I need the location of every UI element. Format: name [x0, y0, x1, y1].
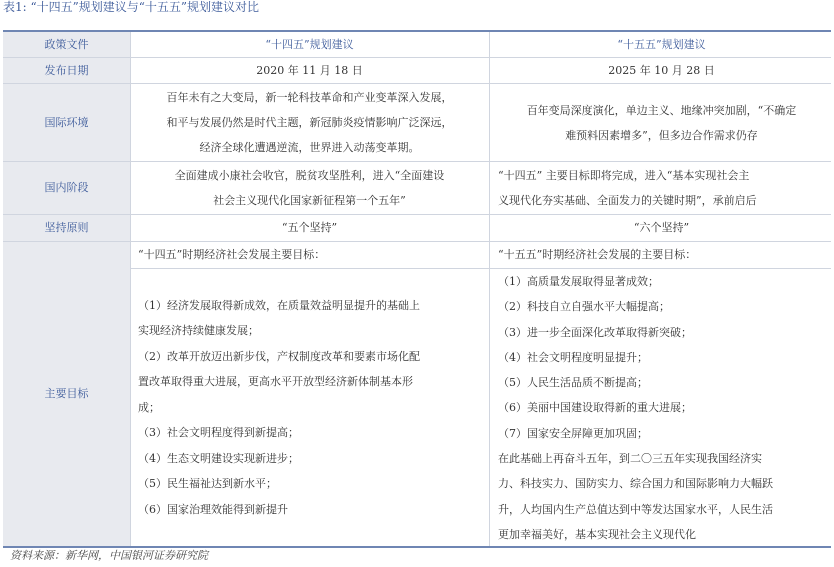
table-row-main-goals	[3, 241, 831, 546]
text-line: 经济全球化遭遇逆流，世界进入动荡变革期。	[199, 141, 420, 154]
release-date-14th: 2020 年 11 月 18 日	[130, 58, 489, 83]
release-date-15th: 2025 年 10 月 28 日	[489, 58, 831, 83]
list-item: （5）民生福祉达到新水平；	[138, 477, 277, 491]
table-row-international-environment	[3, 83, 831, 161]
text-line: 难预料因素增多”，但多边合作需求仍存	[565, 128, 758, 142]
list-item: （2）科技自立自强水平大幅提高；	[498, 300, 670, 314]
goals-14th-heading: “十四五”时期经济社会发展主要目标：	[131, 242, 489, 269]
list-item: （1）经济发展取得新成效，在质量效益明显提升的基础上	[138, 298, 420, 312]
text-line: 义现代化夯实基础、全面发力的关键时期”，承前启后	[498, 194, 757, 207]
comparison-table	[3, 30, 831, 548]
list-item: 置改革取得重大进展，更高水平开放型经济新体制基本形	[138, 375, 413, 389]
header-policy-document: 政策文件	[3, 32, 130, 57]
goals-14th-list	[138, 269, 481, 546]
list-item: 力、科技实力、国防实力、综合国力和国际影响力大幅跃	[498, 477, 773, 491]
principles-15th: “六个坚持”	[489, 215, 831, 241]
table-row-release-date	[3, 57, 831, 83]
main-goals-14th	[130, 242, 489, 546]
list-item: （4）生态文明建设实现新进步；	[138, 451, 299, 465]
list-item: 更加幸福美好，基本实现社会主义现代化	[498, 527, 696, 541]
list-item: （7）国家安全屏障更加巩固；	[498, 426, 648, 440]
row-label-release-date: 发布日期	[3, 58, 130, 83]
table-header-row	[3, 32, 831, 57]
domestic-stage-14th	[130, 162, 489, 214]
row-label-domestic-stage: 国内阶段	[3, 162, 130, 214]
goals-15th-list	[498, 269, 825, 547]
text-line: 全面建成小康社会收官，脱贫攻坚胜利，进入“全面建设	[174, 169, 445, 182]
list-item: （5）人民生活品质不断提高；	[498, 376, 648, 390]
main-goals-15th	[489, 242, 831, 546]
table-row-domestic-stage	[3, 161, 831, 214]
list-item: （6）美丽中国建设取得新的重大进展；	[498, 401, 692, 415]
list-item: 实现经济持续健康发展；	[138, 324, 259, 338]
text-line: “十四五” 主要目标即将完成，进入“基本实现社会主	[498, 169, 750, 182]
text-line: 和平与发展仍然是时代主题，新冠肺炎疫情影响广泛深远，	[166, 116, 453, 129]
list-item: （3）社会文明程度得到新提高；	[138, 426, 299, 440]
row-label-international-environment: 国际环境	[3, 84, 130, 161]
principles-14th: “五个坚持”	[130, 215, 489, 241]
goals-15th-heading: “十五五”时期经济社会发展的主要目标：	[490, 242, 831, 269]
list-item: 成；	[138, 400, 160, 414]
domestic-stage-15th	[489, 162, 831, 214]
list-item: （3）进一步全面深化改革取得新突破；	[498, 325, 692, 339]
table-row-principles	[3, 214, 831, 241]
source-note: 资料来源：新华网，中国银河证券研究院	[10, 549, 208, 562]
list-item: （4）社会文明程度明显提升；	[498, 350, 648, 364]
text-line: 百年变局深度演化，单边主义、地缘冲突加剧，“不确定	[526, 103, 797, 117]
row-label-main-goals: 主要目标	[3, 242, 130, 546]
list-item: （2）改革开放迈出新步伐，产权制度改革和要素市场化配	[138, 349, 420, 363]
row-label-principles: 坚持原则	[3, 215, 130, 241]
header-14th-plan: “十四五”规划建议	[130, 32, 489, 57]
text-line: 百年未有之大变局，新一轮科技革命和产业变革深入发展，	[166, 91, 453, 104]
international-environment-14th	[130, 84, 489, 161]
international-environment-15th	[489, 84, 831, 161]
header-15th-plan: “十五五”规划建议	[489, 32, 831, 57]
list-item: 升，人均国内生产总值达到中等发达国家水平，人民生活	[498, 502, 773, 516]
list-item: （6）国家治理效能得到新提升	[138, 502, 288, 516]
list-item: （1）高质量发展取得显著成效；	[498, 275, 659, 288]
table-caption: 表1: “十四五”规划建议与“十五五”规划建议对比	[3, 0, 260, 14]
list-item: 在此基础上再奋斗五年，到二〇三五年实现我国经济实	[498, 452, 762, 466]
text-line: 社会主义现代化国家新征程第一个五年”	[213, 194, 406, 207]
